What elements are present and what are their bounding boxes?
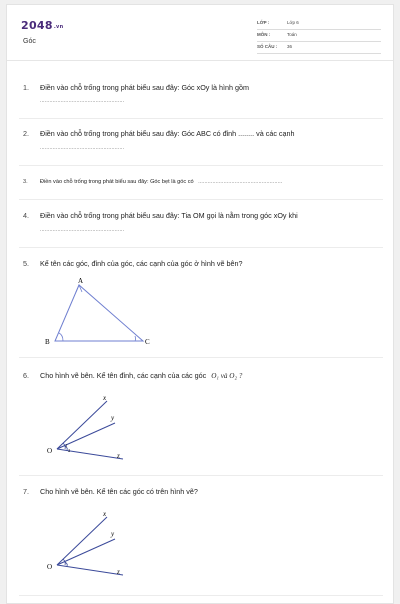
angle-mark-c (135, 336, 136, 341)
question-7 (23, 487, 383, 497)
worksheet-page (6, 4, 394, 604)
question-number: 7. (23, 487, 29, 496)
meta-label: MÔN : (257, 32, 271, 37)
triangle-abc (55, 285, 143, 341)
angle-mark-b (59, 333, 63, 341)
question-text: Kể tên các góc, đỉnh của góc, các cạnh của góc ở hình vẽ bên? (40, 259, 243, 268)
question-divider (19, 118, 383, 119)
question-4 (23, 211, 383, 221)
rays-figure-6 (43, 389, 143, 469)
question-divider (19, 199, 383, 200)
worksheet-header (7, 5, 393, 61)
angle-label-2: 2 (68, 448, 71, 453)
question-text: Cho hình vẽ bên. Kể tên các góc có trên hình vẽ? (40, 487, 198, 496)
ray-label-y: y (111, 414, 115, 422)
question-math: O₁ và O₂ ? (211, 372, 243, 380)
question-text: Điền vào chỗ trống trong phát biểu sau đây: Tia OM gọi là nằm trong góc xOy khi (40, 211, 298, 220)
meta-value: Lớp 6 (287, 20, 299, 25)
question-number: 2. (23, 129, 29, 138)
question-divider (19, 595, 383, 596)
question-3 (23, 177, 383, 187)
question-2 (23, 129, 383, 139)
question-text: Điền vào chỗ trống trong phát biểu sau đây: Góc bẹt là góc có (40, 179, 194, 185)
answer-blank: ..................................................... (40, 227, 125, 233)
site-logo[interactable] (21, 19, 63, 32)
vertex-label-c: C (145, 338, 150, 346)
question-divider (19, 357, 383, 358)
vertex-label-b: B (45, 338, 50, 346)
meta-row-class (257, 18, 381, 30)
ray-label-z: z (117, 568, 120, 576)
worksheet-meta (257, 18, 381, 54)
page-title: Góc (23, 38, 36, 45)
ray-oy (57, 539, 115, 565)
question-text: Cho hình vẽ bên. Kể tên đỉnh, các cạnh của các góc (40, 371, 207, 380)
question-number: 3. (23, 179, 28, 185)
triangle-figure (41, 277, 161, 349)
question-6 (23, 371, 383, 381)
ray-label-x: x (103, 394, 107, 402)
logo-text: 2048 (21, 19, 53, 32)
ray-ox (57, 517, 107, 565)
question-5 (23, 259, 383, 269)
question-number: 5. (23, 259, 29, 268)
question-text: Điền vào chỗ trống trong phát biểu sau đây: Góc xOy là hình gồm (40, 83, 249, 92)
question-text: Điền vào chỗ trống trong phát biểu sau đây: Góc ABC có đỉnh ........ và các cạnh (40, 129, 295, 138)
question-number: 6. (23, 371, 29, 380)
logo-suffix: .vn (53, 24, 64, 30)
ray-label-y: y (111, 530, 115, 538)
ray-ox (57, 401, 107, 449)
meta-label: SỐ CÂU : (257, 44, 278, 49)
rays-figure-7 (43, 505, 143, 585)
question-divider (19, 475, 383, 476)
meta-row-subject (257, 30, 381, 42)
point-label-o: O (47, 447, 53, 455)
meta-label: LỚP : (257, 20, 270, 25)
question-number: 4. (23, 211, 29, 220)
question-number: 1. (23, 83, 29, 92)
meta-value: 36 (287, 44, 293, 49)
angle-label-1: 1 (65, 443, 68, 448)
ray-oz (57, 565, 123, 575)
answer-blank: ..................................................... (198, 179, 283, 185)
ray-label-x: x (103, 510, 107, 518)
meta-value: Toán (287, 32, 297, 37)
question-divider (19, 247, 383, 248)
answer-blank: ..................................................... (40, 145, 125, 151)
point-label-o: O (47, 563, 53, 571)
vertex-label-a: A (78, 277, 84, 285)
question-divider (19, 165, 383, 166)
ray-label-z: z (117, 452, 120, 460)
ray-oz (57, 449, 123, 459)
question-1 (23, 83, 383, 93)
meta-row-count (257, 42, 381, 54)
answer-blank: ..................................................... (40, 98, 125, 104)
